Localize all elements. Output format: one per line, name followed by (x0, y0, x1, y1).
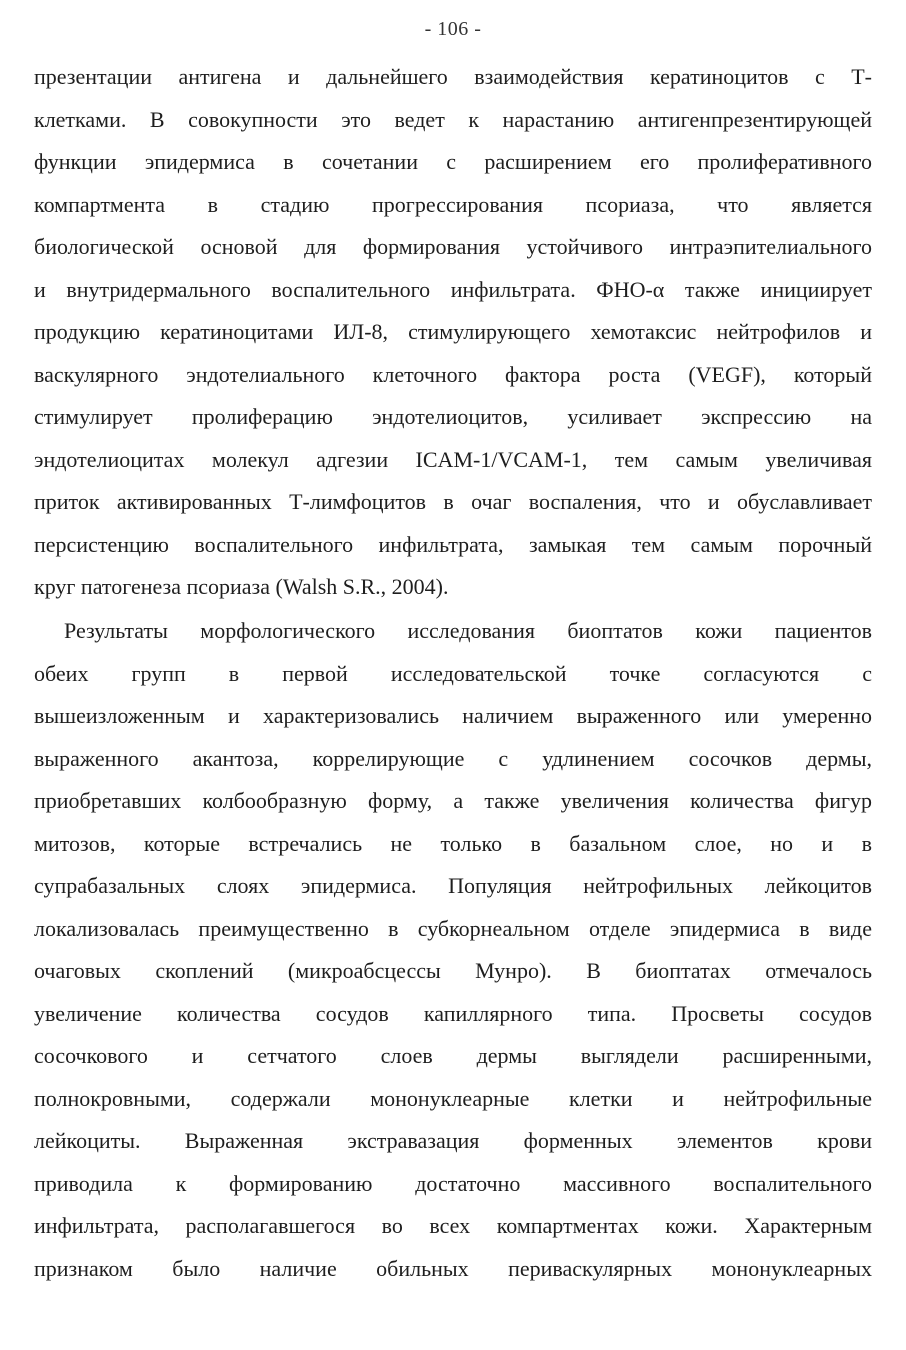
text-line: лейкоциты. Выраженная экстравазация форменных элементов крови (34, 1128, 872, 1153)
text-line: митозов, которые встречались не только в базальном слое, но и в (34, 830, 872, 856)
text-line: вышеизложенным и характеризовались наличием выраженного или умеренно (34, 703, 872, 728)
text-line: функции эпидермиса в сочетании с расширением его пролиферативного (34, 149, 872, 174)
text-line: увеличение количества сосудов капиллярного типа. Просветы сосудов (34, 1000, 872, 1026)
paragraph-2 (34, 610, 872, 1290)
text-line: выраженного акантоза, коррелирующие с удлинением сосочков дермы, (34, 745, 872, 771)
text-line: очаговых скоплений (микроабсцессы Мунро). В биоптатах отмечалось (34, 958, 872, 983)
text-line: обеих групп в первой исследовательской точке согласуются с (34, 660, 872, 686)
text-line: компартмента в стадию прогрессирования псориаза, что является (34, 191, 872, 217)
text-line: Результаты морфологического исследования биоптатов кожи пациентов (64, 618, 872, 643)
text-line: локализовалась преимущественно в субкорнеальном отделе эпидермиса в виде (34, 915, 872, 941)
paragraph-1 (34, 56, 872, 609)
text-line: полнокровными, содержали мононуклеарные клетки и нейтрофильные (34, 1085, 872, 1111)
text-line: приводила к формированию достаточно массивного воспалительного (34, 1170, 872, 1196)
text-line: стимулирует пролиферацию эндотелиоцитов, усиливает экспрессию на (34, 404, 872, 429)
text-line: эндотелиоцитах молекул адгезии ICAM-1/VCAM-1, тем самым увеличивая (34, 446, 872, 472)
text-line: и внутридермального воспалительного инфильтрата. ФНО-α также инициирует (34, 276, 872, 302)
text-line: круг патогенеза псориаза (Walsh S.R., 2004). (34, 574, 449, 599)
text-line: супрабазальных слоях эпидермиса. Популяция нейтрофильных лейкоцитов (34, 873, 872, 898)
text-line: признаком было наличие обильных периваскулярных мононуклеарных (34, 1255, 872, 1281)
text-line: инфильтрата, располагавшегося во всех компартментах кожи. Характерным (34, 1213, 872, 1238)
text-line: васкулярного эндотелиального клеточного фактора роста (VEGF), который (34, 361, 872, 387)
text-line: персистенцию воспалительного инфильтрата, замыкая тем самым порочный (34, 531, 872, 557)
text-line: продукцию кератиноцитами ИЛ-8, стимулирующего хемотаксис нейтрофилов и (34, 319, 872, 344)
text-line: клетками. В совокупности это ведет к нарастанию антигенпрезентирующей (34, 106, 872, 132)
text-line: приобретавших колбообразную форму, а также увеличения количества фигур (34, 788, 872, 813)
page-number: - 106 - (424, 18, 482, 40)
text-line: биологической основой для формирования устойчивого интраэпителиального (34, 234, 872, 259)
text-line: сосочкового и сетчатого слоев дермы выглядели расширенными, (34, 1043, 872, 1068)
text-line: приток активированных Т-лимфоцитов в очаг воспаления, что и обуславливает (34, 489, 872, 514)
text-line: презентации антигена и дальнейшего взаимодействия кератиноцитов с Т- (34, 64, 872, 89)
